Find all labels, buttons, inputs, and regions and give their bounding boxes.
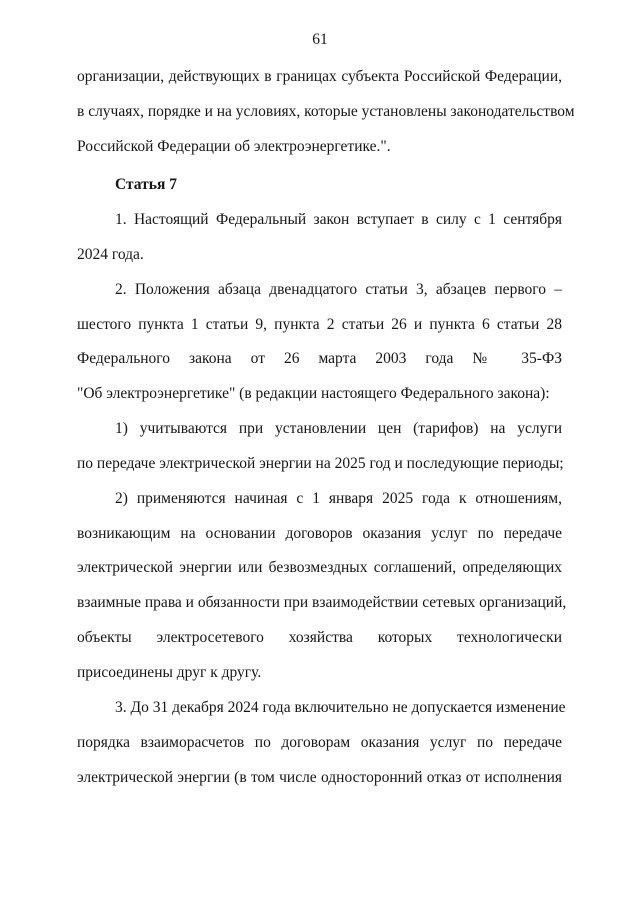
text-line: в случаях, порядке и на условиях, которые установлены законодательством — [77, 103, 575, 120]
text-line: электрической энергии (в том числе односторонний отказ от исполнения — [77, 769, 562, 786]
text-line: объекты электросетевого хозяйства которых технологически — [77, 629, 562, 646]
text-line: 2024 года. — [77, 246, 144, 263]
text-line: возникающим на основании договоров оказания услуг по передаче — [77, 525, 562, 542]
text-line: взаимные права и обязанности при взаимодействии сетевых организаций, — [77, 594, 567, 611]
text-line: шестого пункта 1 статьи 9, пункта 2 статьи 26 и пункта 6 статьи 28 — [77, 316, 562, 333]
text-line: 1. Настоящий Федеральный закон вступает в силу с 1 сентября — [115, 211, 562, 228]
page-number: 61 — [312, 31, 328, 48]
text-line: электрической энергии или безвозмездных соглашений, определяющих — [77, 559, 562, 576]
text-line: организации, действующих в границах субъекта Российской Федерации, — [77, 68, 562, 85]
text-line: 1) учитываются при установлении цен (тарифов) на услуги — [115, 420, 562, 437]
article-heading: Статья 7 — [115, 176, 177, 193]
text-line: присоединены друг к другу. — [77, 664, 262, 681]
text-line: порядка взаиморасчетов по договорам оказания услуг по передаче — [77, 734, 562, 751]
text-line: Федерального закона от 26 марта 2003 года № 35-ФЗ — [77, 350, 562, 367]
text-line: 3. До 31 декабря 2024 года включительно не допускается изменение — [115, 699, 566, 716]
text-line: 2. Положения абзаца двенадцатого статьи 3, абзацев первого – — [115, 281, 562, 298]
text-line: "Об электроэнергетике" (в редакции настоящего Федерального закона): — [77, 385, 550, 402]
text-line: Российской Федерации об электроэнергетике.". — [77, 138, 391, 155]
text-line: по передаче электрической энергии на 2025 год и последующие периоды; — [77, 455, 564, 472]
text-line: 2) применяются начиная с 1 января 2025 года к отношениям, — [115, 490, 562, 507]
